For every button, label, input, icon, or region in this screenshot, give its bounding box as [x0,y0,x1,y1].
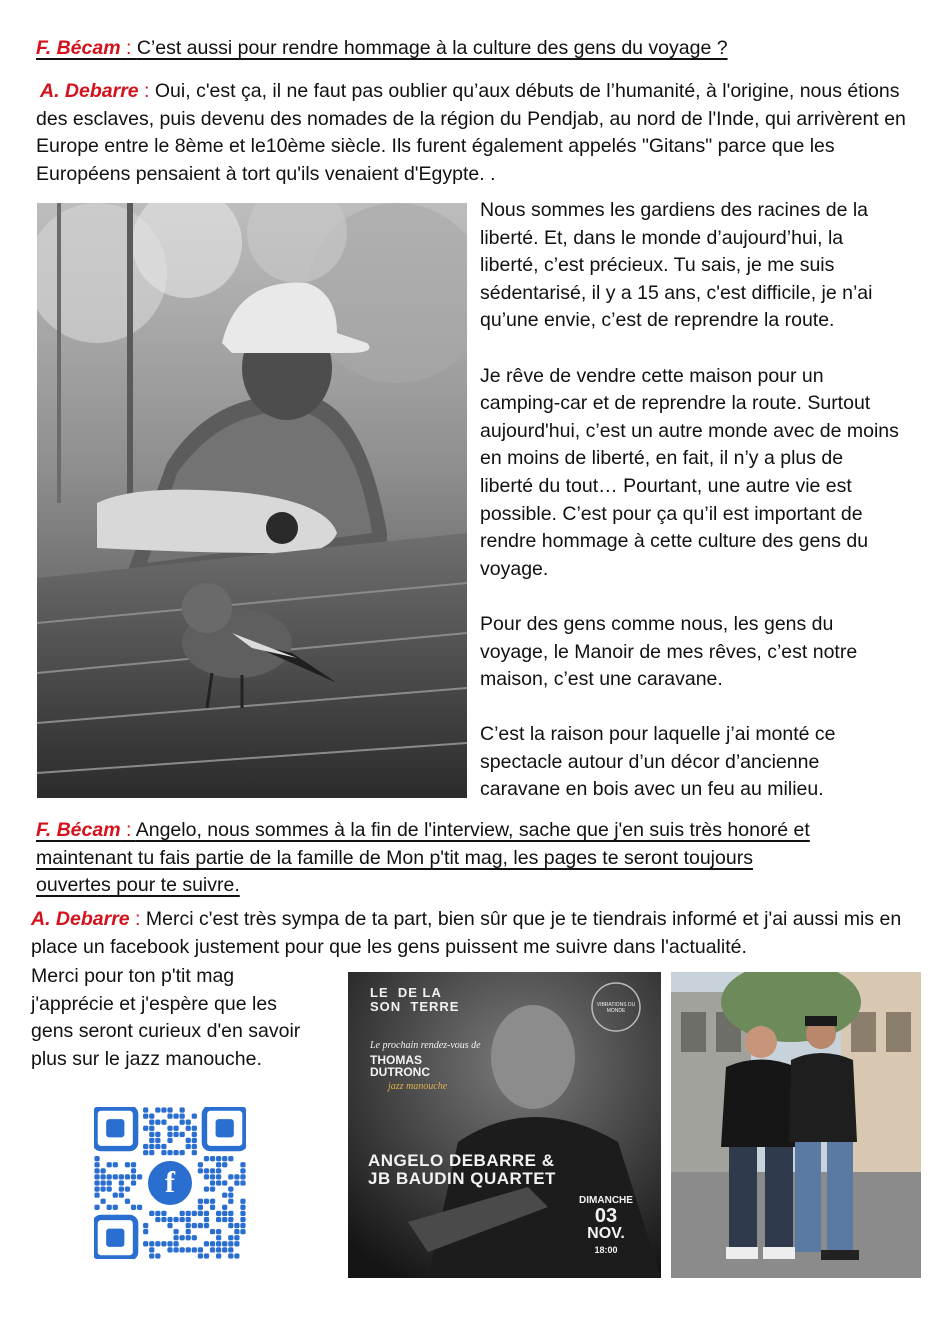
poster-tag: jazz manouche [388,1081,448,1092]
poster-host [370,1054,430,1078]
host-last: DUTRONC [370,1065,430,1079]
question-2-line-2 [36,845,936,873]
paragraph-3: Pour des gens comme nous, les gens du voyage, le Manoir de mes rêves, c’est notre maison, c’est une caravane. [480,612,858,691]
answer-2-text: Merci c'est très sympa de ta part, bien sûr que je te tiendrais informé et j'ai aussi mis en place un facebook justement pour que les gens puissent me suivre dans l'actualité. [31,908,902,958]
question-2-text-2: maintenant tu fais partie de la famille de Mon p'tit mag, les pages te seront toujours [36,846,753,869]
paragraph-2: Je rêve de vendre cette maison pour un camping-car et de reprendre la route. Surtout aujourd'hui, c’est un autre monde avec de moins en moins de liberté, en fait, il n’y a plus de liberté du tout… Pourtant, une autre vie est possible. C’est pour ça qu’il est important de rendre hommage à cette culture des gens du voyage. [480,364,899,580]
separator: : [120,37,137,59]
poster-logo [370,986,459,1014]
logo-dela: DE LA [397,985,442,1000]
headline-line-2: JB BAUDIN QUARTET [368,1169,556,1188]
answer-2 [31,906,926,961]
separator: : [120,819,136,841]
logo-terre: TERRE [410,999,460,1014]
question-2-text-1: Angelo, nous sommes à la fin de l'interview, sache que j'en suis très honoré et [135,819,810,841]
question-2-text-3: ouvertes pour te suivre. [36,874,240,897]
logo-le: LE [370,985,389,1000]
musician-photo [37,203,467,798]
answer-1-text: Oui, c'est ça, il ne faut pas oublier qu’aux débuts de l’humanité, à l'origine, nous étions des esclaves, puis devenu des nomades de la région du Pendjab, au nord de l'Inde, qui arrivèrent en Europe entre le 8ème et le10ème siècle. Ils furent également appelés "Gitans" parce que les Européens pensaient à tort qu'ils venaient d'Egypte. . [36,80,906,185]
question-1-text: C’est aussi pour rendre hommage à la culture des gens du voyage ? [136,37,728,59]
answer-1 [36,78,926,188]
speaker-debarre: A. Debarre [40,80,139,102]
question-2-line-3 [36,872,936,900]
poster-date-num: 03 [594,1205,618,1227]
poster-time: 18:00 [594,1245,618,1255]
paragraph-1: Nous sommes les gardiens des racines de la liberté. Et, dans le monde d’aujourd’hui, la liberté, c’est précieux. Tu sais, je me suis sédentarisé, il y a 15 ans, c'est difficile, je n’ai qu’une envie, c’est de reprendre la route. [480,199,873,332]
separator: : [138,80,155,102]
question-1 [36,35,916,63]
speaker-debarre: A. Debarre [31,908,130,930]
answer-2-continued: Merci pour ton p'tit mag j'apprécie et j'espère que les gens seront curieux d'en savoir plus sur le jazz manouche. [31,965,301,1070]
poster-month: NOV. [587,1225,625,1242]
separator: : [129,908,146,930]
poster-subtitle: Le prochain rendez-vous de [370,1040,481,1051]
facebook-icon: f [145,1158,195,1208]
facebook-qr-code[interactable] [94,1107,246,1259]
headline-line-1: ANGELO DEBARRE & [368,1151,555,1170]
concert-poster [348,972,661,1278]
right-column-text [480,197,900,832]
poster-ring-text: VIBRATIONS DU MONDE [596,1002,636,1014]
paragraph-4: C’est la raison pour laquelle j’ai monté ce spectacle autour d’un décor d’ancienne caravane en bois avec un feu au milieu. [480,723,836,801]
speaker-becam: F. Bécam [36,37,121,59]
question-1-line [36,37,728,59]
poster-day: DIMANCHE [579,1195,633,1206]
street-photo [671,972,921,1278]
question-2 [36,817,936,900]
question-2-line-1 [36,817,936,845]
poster-date [566,1196,646,1255]
poster-headline [368,1152,556,1188]
speaker-becam: F. Bécam [36,819,121,841]
host-first: THOMAS [370,1053,422,1067]
logo-son: SON [370,999,402,1014]
